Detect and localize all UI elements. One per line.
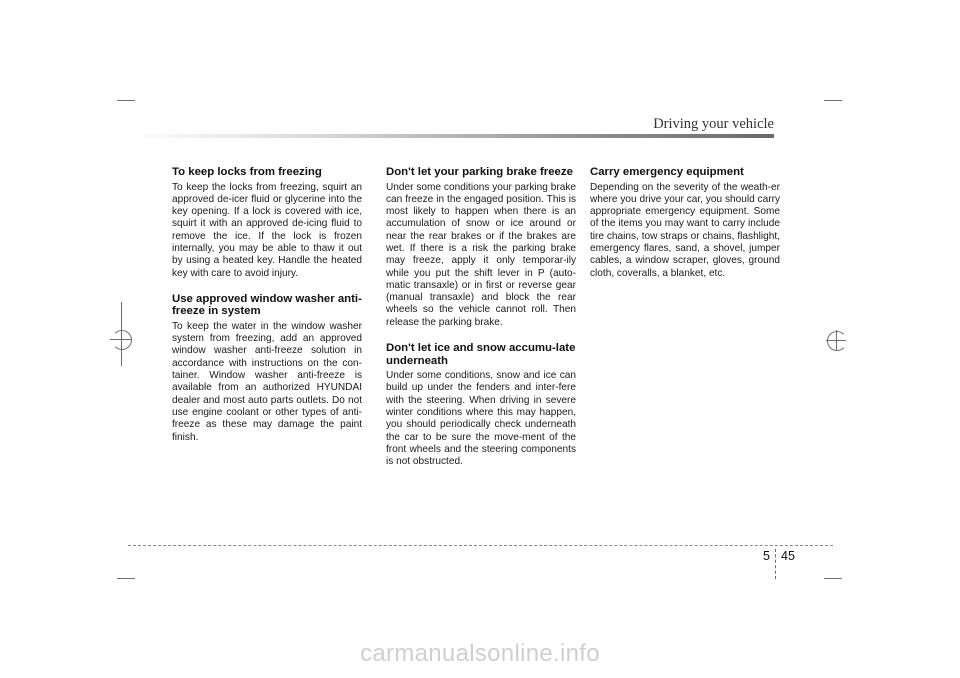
crop-mark-bottom-right [824, 578, 842, 579]
crop-mark-bottom-left [117, 578, 135, 579]
column-3 [590, 166, 780, 293]
section-title: Driving your vehicle [653, 116, 774, 132]
crop-mark-top-right [824, 100, 842, 101]
paragraph-emergency-equipment: Depending on the severity of the weath-er where you drive your car, you should carry appropriate emergency equipment. Some of the items you may want to carry include tire chains, tow straps or chains, flashlight, emergency flares, sand, a shovel, jumper cables, a window scraper, gloves, ground cloth, coveralls, a blanket, etc. [590, 181, 780, 279]
watermark: carmanualsonline.info [360, 640, 600, 667]
page-number-separator [775, 549, 776, 579]
header-divider [128, 134, 774, 138]
heading-emergency-equipment: Carry emergency equipment [590, 166, 744, 178]
footer-divider [128, 545, 833, 546]
heading-ice-snow: Don't let ice and snow accumu-late underneath [386, 342, 576, 367]
chapter-number: 5 [763, 549, 770, 563]
paragraph-locks-freezing: To keep the locks from freezing, squirt an approved de-icer fluid or glycerine into the key opening. If a lock is covered with ice, squirt it with an approved de-icing fluid to remove the ice. If the lock is frozen internally, you may be able to thaw it out by using a heated key. Handle the heated key with care to avoid injury. [172, 181, 362, 279]
heading-window-washer: Use approved window washer anti-freeze in system [172, 292, 362, 318]
paragraph-ice-snow: Under some conditions, snow and ice can build up under the fenders and inter-fere with the steering. When driving in severe winter conditions where this may happen, you should periodically check underneath the car to be sure the move-ment of the front wheels and the steering components is not obstructed. [386, 370, 576, 468]
crop-mark-top-left [117, 100, 135, 101]
paragraph-parking-brake: Under some conditions your parking brake can freeze in the engaged position. This is most likely to happen when there is an accumulation of snow or ice around or near the rear brakes or if the brakes are wet. If there is a risk the parking brake may freeze, apply it only temporar-ily while you put the shift lever in P (auto-matic transaxle) or in first or reverse gear (manual transaxle) and block the rear wheels so the vehicle cannot roll. Then release the parking brake. [386, 181, 576, 328]
column-1 [172, 166, 362, 457]
heading-parking-brake: Don't let your parking brake freeze [386, 166, 573, 178]
page-number: 45 [781, 549, 795, 563]
heading-locks-freezing: To keep locks from freezing [172, 166, 322, 178]
column-2 [386, 166, 576, 481]
paragraph-window-washer: To keep the water in the window washer system from freezing, add an approved window washer anti-freeze solution in accordance with instructions on the con-tainer. Window washer anti-freeze is available from an authorized HYUNDAI dealer and most auto parts outlets. Do not use engine coolant or other types of anti-freeze as these may damage the paint finish. [172, 320, 362, 443]
